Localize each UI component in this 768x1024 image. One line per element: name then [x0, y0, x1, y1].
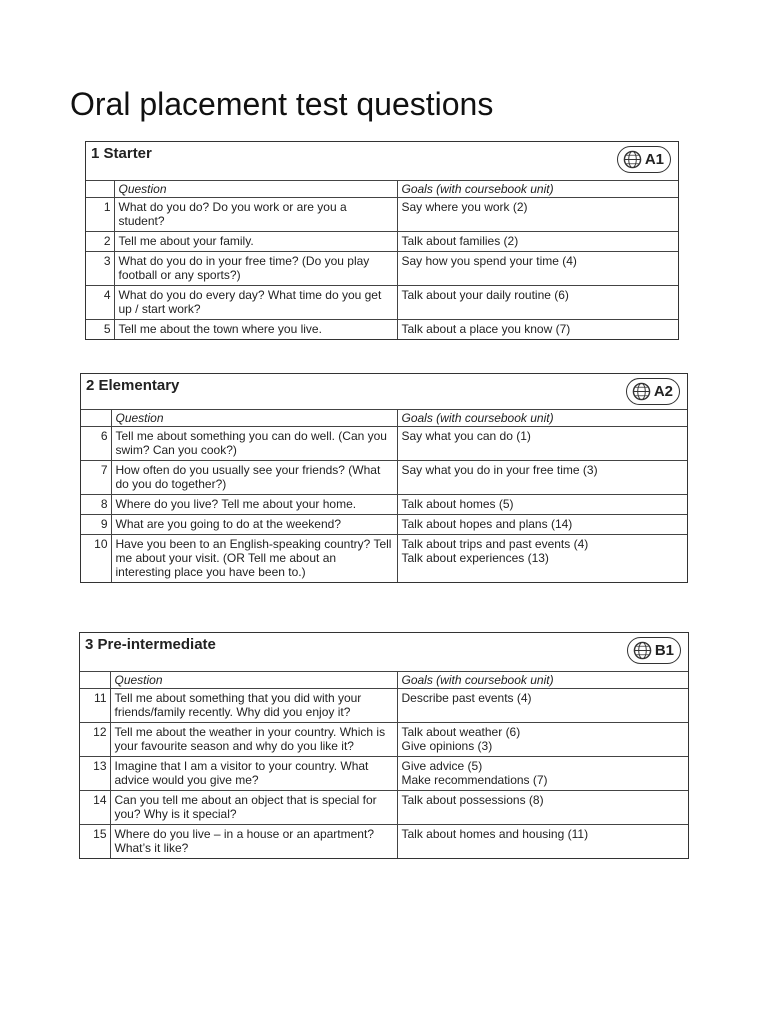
question-header: Question	[111, 410, 397, 427]
question-text: Tell me about your family.	[114, 232, 397, 252]
question-number: 11	[80, 689, 110, 723]
table-row	[81, 535, 687, 583]
table-row	[81, 515, 687, 535]
question-text: Tell me about the town where you live.	[114, 320, 397, 340]
goals-cell	[397, 286, 678, 320]
goal-text: Talk about homes and housing (11)	[401, 827, 589, 841]
goals-cell	[397, 427, 687, 461]
question-header: Question	[110, 672, 397, 689]
table-row	[80, 825, 688, 859]
question-text: How often do you usually see your friends? (What do you do together?)	[111, 461, 397, 495]
globe-icon	[632, 382, 651, 401]
table-header-row	[86, 181, 678, 198]
section-pre-intermediate	[79, 632, 689, 859]
goal-text: Talk about experiences (13)	[401, 551, 549, 565]
question-text: What do you do in your free time? (Do you play football or any sports?)	[114, 252, 397, 286]
num-header	[81, 410, 111, 427]
table-row	[81, 427, 687, 461]
table-row	[80, 689, 688, 723]
goals-cell	[397, 495, 687, 515]
section-header	[86, 142, 678, 180]
level-badge	[617, 146, 671, 173]
goals-cell	[397, 320, 678, 340]
question-number: 9	[81, 515, 111, 535]
level-label: A1	[644, 151, 664, 168]
goal-text: Talk about possessions (8)	[401, 793, 544, 807]
question-text: What do you do every day? What time do you get up / start work?	[114, 286, 397, 320]
goal-text: Talk about hopes and plans (14)	[401, 517, 573, 531]
question-number: 2	[86, 232, 114, 252]
question-number: 6	[81, 427, 111, 461]
goal-text: Say how you spend your time (4)	[401, 254, 577, 268]
question-text: Where do you live? Tell me about your home.	[111, 495, 397, 515]
table-row	[80, 757, 688, 791]
table-row	[86, 232, 678, 252]
goals-cell	[397, 461, 687, 495]
goals-cell	[397, 723, 688, 757]
section-title: 3 Pre-intermediate	[85, 636, 216, 653]
question-number: 12	[80, 723, 110, 757]
level-badge	[626, 378, 680, 405]
questions-table	[86, 180, 678, 339]
question-number: 8	[81, 495, 111, 515]
question-number: 5	[86, 320, 114, 340]
question-number: 4	[86, 286, 114, 320]
question-text: Have you been to an English-speaking country? Tell me about your visit. (OR Tell me about an interesting place you have been to.)	[111, 535, 397, 583]
question-text: Tell me about the weather in your country. Which is your favourite season and why do you like it?	[110, 723, 397, 757]
goals-cell	[397, 825, 688, 859]
question-text: Where do you live – in a house or an apartment? What’s it like?	[110, 825, 397, 859]
goals-cell	[397, 757, 688, 791]
question-header: Question	[114, 181, 397, 198]
globe-icon	[633, 641, 652, 660]
globe-icon	[623, 150, 642, 169]
question-number: 10	[81, 535, 111, 583]
goal-text: Make recommendations (7)	[401, 773, 548, 787]
section-header	[80, 633, 688, 671]
table-header-row	[81, 410, 687, 427]
question-number: 3	[86, 252, 114, 286]
question-text: Imagine that I am a visitor to your country. What advice would you give me?	[110, 757, 397, 791]
level-badge	[627, 637, 681, 664]
questions-table	[80, 671, 688, 858]
goal-text: Talk about trips and past events (4)	[401, 537, 589, 551]
num-header	[80, 672, 110, 689]
goal-text: Talk about a place you know (7)	[401, 322, 571, 336]
goal-text: Talk about your daily routine (6)	[401, 288, 569, 302]
goals-cell	[397, 515, 687, 535]
goals-cell	[397, 689, 688, 723]
table-header-row	[80, 672, 688, 689]
question-text: Tell me about something you can do well. (Can you swim? Can you cook?)	[111, 427, 397, 461]
page-title: Oral placement test questions	[70, 86, 494, 122]
goal-text: Give opinions (3)	[401, 739, 493, 753]
section-elementary	[80, 373, 688, 583]
goal-text: Talk about homes (5)	[401, 497, 514, 511]
section-title: 1 Starter	[91, 145, 152, 162]
question-number: 14	[80, 791, 110, 825]
goals-cell	[397, 791, 688, 825]
table-row	[86, 286, 678, 320]
goals-header: Goals (with coursebook unit)	[397, 181, 678, 198]
question-number: 7	[81, 461, 111, 495]
goal-text: Talk about families (2)	[401, 234, 519, 248]
goal-text: Talk about weather (6)	[401, 725, 521, 739]
table-row	[81, 495, 687, 515]
goals-cell	[397, 232, 678, 252]
questions-table	[81, 409, 687, 582]
goals-header: Goals (with coursebook unit)	[397, 672, 688, 689]
level-label: B1	[654, 642, 674, 659]
table-row	[86, 320, 678, 340]
level-label: A2	[653, 383, 673, 400]
question-number: 15	[80, 825, 110, 859]
section-header	[81, 374, 687, 409]
question-text: Tell me about something that you did with your friends/family recently. Why did you enjoy it?	[110, 689, 397, 723]
table-row	[86, 198, 678, 232]
goal-text: Say what you can do (1)	[401, 429, 531, 443]
table-row	[80, 791, 688, 825]
question-number: 1	[86, 198, 114, 232]
goals-cell	[397, 535, 687, 583]
goal-text: Say what you do in your free time (3)	[401, 463, 598, 477]
table-row	[81, 461, 687, 495]
num-header	[86, 181, 114, 198]
goals-cell	[397, 198, 678, 232]
section-title: 2 Elementary	[86, 377, 180, 394]
table-row	[86, 252, 678, 286]
goal-text: Describe past events (4)	[401, 691, 532, 705]
goal-text: Say where you work (2)	[401, 200, 528, 214]
goals-header: Goals (with coursebook unit)	[397, 410, 687, 427]
question-text: What do you do? Do you work or are you a student?	[114, 198, 397, 232]
question-text: What are you going to do at the weekend?	[111, 515, 397, 535]
question-number: 13	[80, 757, 110, 791]
goals-cell	[397, 252, 678, 286]
table-row	[80, 723, 688, 757]
section-starter	[85, 141, 679, 340]
goal-text: Give advice (5)	[401, 759, 483, 773]
question-text: Can you tell me about an object that is special for you? Why is it special?	[110, 791, 397, 825]
